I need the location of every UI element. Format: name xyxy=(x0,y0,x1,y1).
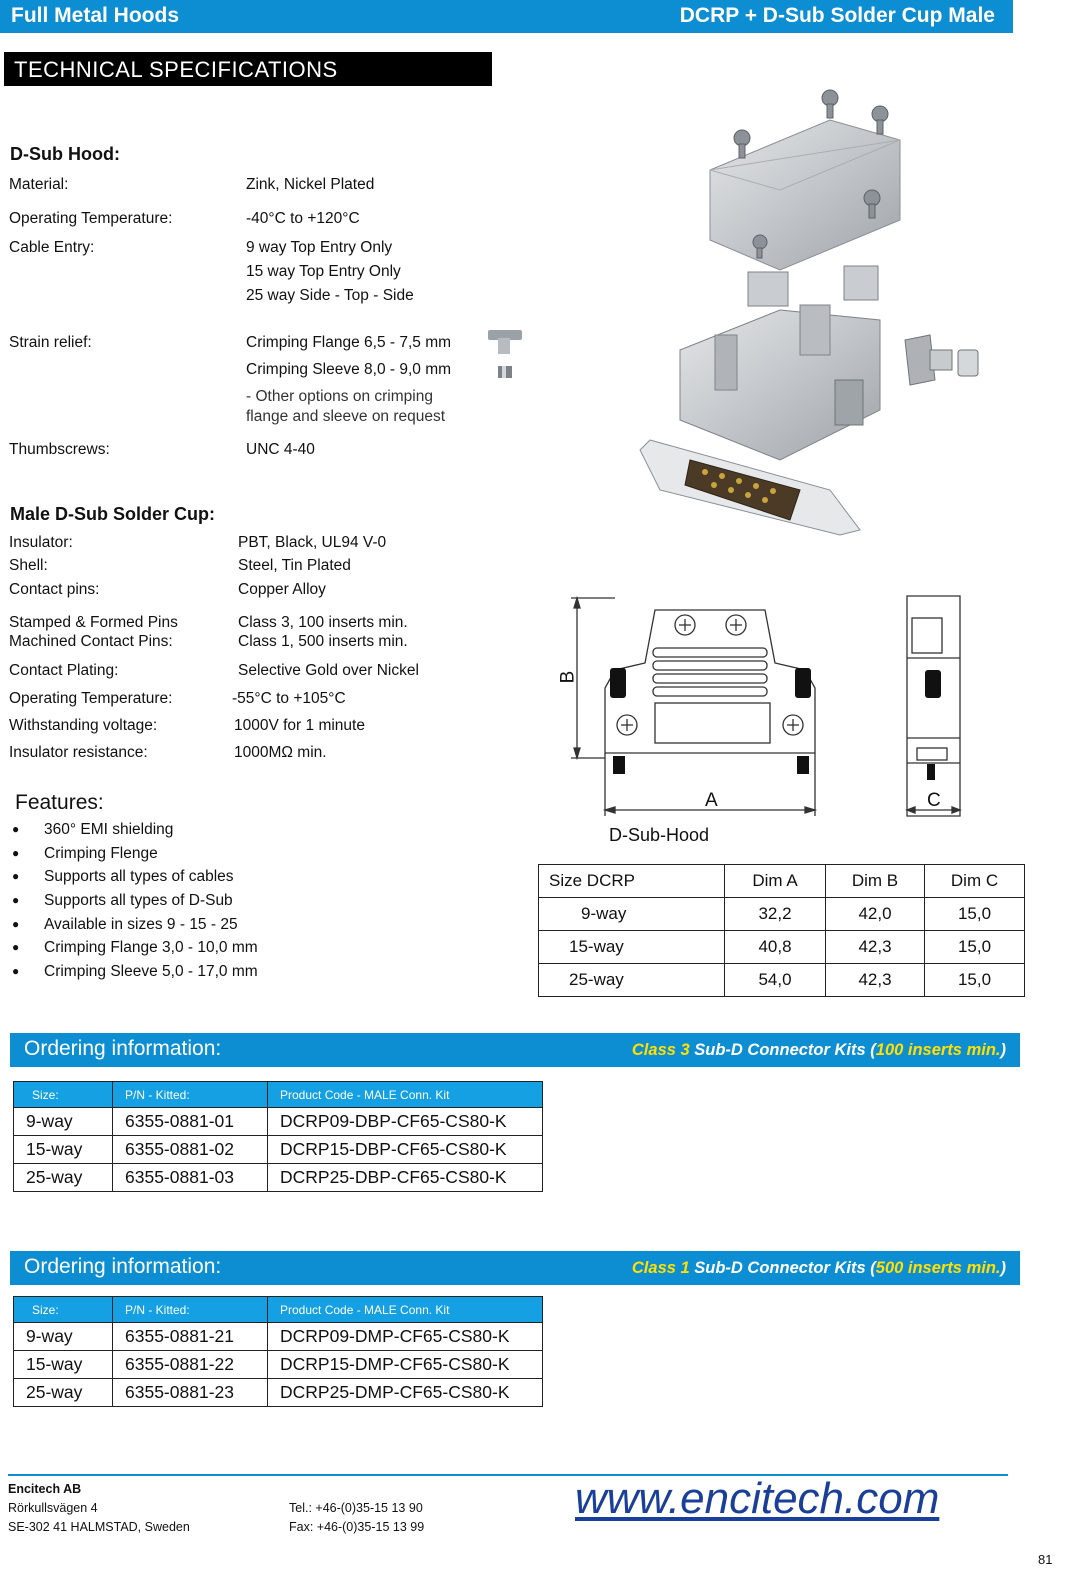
contact-plating-label: Contact Plating: xyxy=(9,662,119,679)
header-left-title: Full Metal Hoods xyxy=(11,4,179,27)
male-temp-value: -55°C to +105°C xyxy=(232,690,346,707)
table-cell: 25-way xyxy=(14,1379,113,1407)
contact-pins-label: Contact pins: xyxy=(9,581,100,598)
table-header-cell: Dim B xyxy=(826,865,925,898)
table-cell: 25-way xyxy=(539,964,725,997)
table-cell: 32,2 xyxy=(725,898,826,931)
cable-entry-value: 15 way Top Entry Only xyxy=(246,263,401,280)
table-row xyxy=(14,1351,543,1379)
page-number: 81 xyxy=(1038,1552,1053,1567)
header-bar xyxy=(0,0,1013,33)
table-cell: 6355-0881-01 xyxy=(113,1108,268,1136)
dimension-table xyxy=(538,864,1025,997)
website-link[interactable]: www.encitech.com xyxy=(575,1474,940,1523)
voltage-label: Withstanding voltage: xyxy=(9,717,158,734)
table-cell: DCRP25-DBP-CF65-CS80-K xyxy=(268,1164,543,1192)
feature-item: ● Supports all types of cables xyxy=(12,865,258,889)
section-title-bar xyxy=(4,52,492,86)
footer-street: Rörkullsvägen 4 xyxy=(8,1501,98,1515)
shell-value: Steel, Tin Plated xyxy=(238,557,351,574)
resistance-value: 1000MΩ min. xyxy=(234,744,327,761)
hood-product-image xyxy=(630,80,1030,540)
ordering-table-class1 xyxy=(13,1296,543,1407)
kit-label: Sub-D Connector Kits ( xyxy=(689,1041,876,1059)
dim-label-a: A xyxy=(705,790,718,811)
strain-relief-note-line: - Other options on crimping xyxy=(246,388,433,405)
table-header-cell: Size DCRP xyxy=(539,865,725,898)
ordering-subtitle xyxy=(632,1041,1006,1060)
hood-temp-label: Operating Temperature: xyxy=(9,210,173,227)
feature-item: ● Crimping Flange 3,0 - 10,0 mm xyxy=(12,936,258,960)
crimping-flange-sleeve-image xyxy=(480,322,528,382)
table-cell: 40,8 xyxy=(725,931,826,964)
crimping-flange-value: Crimping Flange 6,5 - 7,5 mm xyxy=(246,334,452,351)
table-row xyxy=(14,1136,543,1164)
contact-plating-value: Selective Gold over Nickel xyxy=(238,662,419,679)
table-cell: 15,0 xyxy=(925,898,1025,931)
table-cell: 42,0 xyxy=(826,898,925,931)
table-cell: 42,3 xyxy=(826,964,925,997)
footer-tel: Tel.: +46-(0)35-15 13 90 xyxy=(289,1501,423,1515)
class-label: Class 1 xyxy=(631,1259,690,1277)
table-cell: 15-way xyxy=(14,1136,113,1164)
table-cell: 15-way xyxy=(539,931,725,964)
table-header-cell: Product Code - MALE Conn. Kit xyxy=(268,1082,543,1108)
contact-pins-value: Copper Alloy xyxy=(238,581,326,598)
cable-entry-values xyxy=(246,236,414,308)
table-row xyxy=(14,1379,543,1407)
cable-entry-value: 9 way Top Entry Only xyxy=(246,239,393,256)
footer-city: SE-302 41 HALMSTAD, Sweden xyxy=(8,1520,190,1534)
drawing-caption: D-Sub-Hood xyxy=(609,825,710,845)
thumbscrews-value: UNC 4-40 xyxy=(246,441,315,458)
table-header-cell: Size: xyxy=(14,1082,113,1108)
feature-item: ● 360° EMI shielding xyxy=(12,818,258,842)
feature-item: ● Crimping Sleeve 5,0 - 17,0 mm xyxy=(12,960,258,984)
male-temp-label: Operating Temperature: xyxy=(9,690,173,707)
footer-company: Encitech AB xyxy=(8,1482,82,1496)
table-cell: 15-way xyxy=(14,1351,113,1379)
kit-label: Sub-D Connector Kits ( xyxy=(689,1259,876,1277)
cable-entry-value: 25 way Side - Top - Side xyxy=(246,287,414,304)
table-cell: DCRP15-DBP-CF65-CS80-K xyxy=(268,1136,543,1164)
table-cell: DCRP09-DBP-CF65-CS80-K xyxy=(268,1108,543,1136)
strain-relief-note xyxy=(246,387,445,427)
section-title: TECHNICAL SPECIFICATIONS xyxy=(14,57,338,82)
feature-item: ● Supports all types of D-Sub xyxy=(12,889,258,913)
table-cell: 6355-0881-21 xyxy=(113,1323,268,1351)
feature-item: ● Crimping Flenge xyxy=(12,842,258,866)
dsub-hood-title: D-Sub Hood: xyxy=(10,144,120,164)
ordering-bar-class1 xyxy=(10,1251,1020,1285)
crimping-sleeve-value: Crimping Sleeve 8,0 - 9,0 mm xyxy=(246,361,452,378)
strain-relief-label: Strain relief: xyxy=(9,334,92,351)
material-value: Zink, Nickel Plated xyxy=(246,176,375,193)
table-cell: 9-way xyxy=(14,1108,113,1136)
resistance-label: Insulator resistance: xyxy=(9,744,148,761)
dim-label-c: C xyxy=(927,790,941,811)
table-cell: DCRP09-DMP-CF65-CS80-K xyxy=(268,1323,543,1351)
features-title: Features: xyxy=(15,791,104,814)
table-row xyxy=(539,898,1025,931)
table-cell: 6355-0881-23 xyxy=(113,1379,268,1407)
table-cell: 9-way xyxy=(539,898,725,931)
table-header-row xyxy=(14,1082,543,1108)
paren-close: ) xyxy=(1000,1259,1006,1277)
voltage-value: 1000V for 1 minute xyxy=(234,717,365,734)
table-row xyxy=(539,931,1025,964)
features-list xyxy=(12,818,258,984)
stamped-pins-value: Class 3, 100 inserts min. xyxy=(238,614,408,631)
stamped-pins-label: Stamped & Formed Pins xyxy=(9,614,178,631)
strain-relief-note-line: flange and sleeve on request xyxy=(246,408,446,425)
hood-temp-value: -40°C to +120°C xyxy=(246,210,360,227)
machined-pins-value: Class 1, 500 inserts min. xyxy=(238,633,408,650)
ordering-title: Ordering information: xyxy=(24,1037,222,1060)
material-label: Material: xyxy=(9,176,69,193)
table-row xyxy=(14,1164,543,1192)
table-cell: DCRP25-DMP-CF65-CS80-K xyxy=(268,1379,543,1407)
table-header-cell: Dim C xyxy=(925,865,1025,898)
table-row xyxy=(14,1323,543,1351)
table-header-cell: P/N - Kitted: xyxy=(113,1297,268,1323)
dim-label-b: B xyxy=(557,670,579,684)
table-row xyxy=(14,1108,543,1136)
ordering-table-class3 xyxy=(13,1081,543,1192)
inserts-label: 500 inserts min. xyxy=(875,1259,1001,1277)
table-header-cell: Product Code - MALE Conn. Kit xyxy=(268,1297,543,1323)
male-dsub-title: Male D-Sub Solder Cup: xyxy=(10,504,216,524)
insulator-value: PBT, Black, UL94 V-0 xyxy=(238,534,387,551)
inserts-label: 100 inserts min. xyxy=(875,1041,1001,1059)
table-cell: 15,0 xyxy=(925,931,1025,964)
thumbscrews-label: Thumbscrews: xyxy=(9,441,110,458)
table-cell: 25-way xyxy=(14,1164,113,1192)
table-header-cell: Size: xyxy=(14,1297,113,1323)
machined-pins-label: Machined Contact Pins: xyxy=(9,633,173,650)
table-cell: DCRP15-DMP-CF65-CS80-K xyxy=(268,1351,543,1379)
table-header-cell: Dim A xyxy=(725,865,826,898)
table-cell: 6355-0881-02 xyxy=(113,1136,268,1164)
paren-close: ) xyxy=(1000,1041,1006,1059)
footer-fax: Fax: +46-(0)35-15 13 99 xyxy=(289,1520,425,1534)
dimension-drawing xyxy=(555,588,975,818)
table-cell: 15,0 xyxy=(925,964,1025,997)
table-cell: 42,3 xyxy=(826,931,925,964)
cable-entry-label: Cable Entry: xyxy=(9,239,95,256)
table-header-cell: P/N - Kitted: xyxy=(113,1082,268,1108)
shell-label: Shell: xyxy=(9,557,48,574)
feature-item: ● Available in sizes 9 - 15 - 25 xyxy=(12,913,258,937)
table-cell: 6355-0881-22 xyxy=(113,1351,268,1379)
header-right-title: DCRP + D-Sub Solder Cup Male xyxy=(679,4,995,27)
table-cell: 9-way xyxy=(14,1323,113,1351)
ordering-title: Ordering information: xyxy=(24,1255,222,1278)
class-label: Class 3 xyxy=(631,1041,690,1059)
ordering-bar-class3 xyxy=(10,1033,1020,1067)
table-cell: 6355-0881-03 xyxy=(113,1164,268,1192)
ordering-subtitle xyxy=(632,1259,1006,1278)
table-header-row xyxy=(14,1297,543,1323)
table-header-row xyxy=(539,865,1025,898)
table-row xyxy=(539,964,1025,997)
insulator-label: Insulator: xyxy=(9,534,73,551)
table-cell: 54,0 xyxy=(725,964,826,997)
